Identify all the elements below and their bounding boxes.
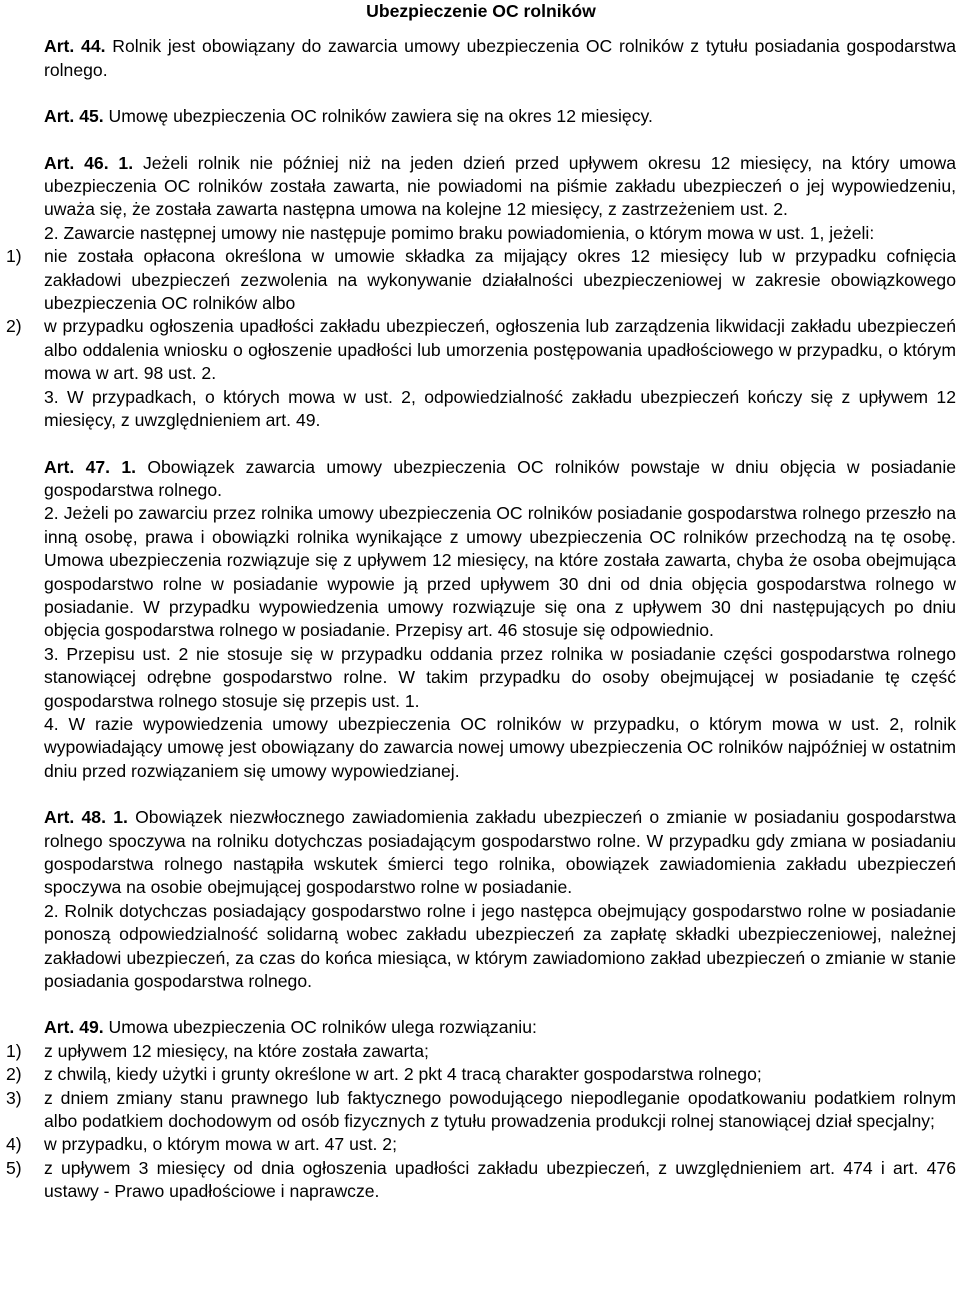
article-label: Art. 48. — [44, 807, 106, 828]
art-46-p1 — [6, 152, 956, 222]
item-number: 1) — [6, 1040, 22, 1061]
art-46-item — [6, 315, 956, 385]
item-number: 3) — [6, 1087, 22, 1108]
art-46-p3: 3. W przypadkach, o których mowa w ust. 2, odpowiedzialność zakładu ubezpieczeń kończy się z upływem 12 miesięcy, z uwzględnieniem art. 49. — [44, 386, 956, 431]
art-49-item — [6, 1063, 956, 1086]
item-number: 4) — [6, 1134, 22, 1155]
item-number: 1) — [6, 246, 22, 267]
item-text: z upływem 3 miesięcy od dnia ogłoszenia upadłości zakładu ubezpieczeń, z uwzględnieniem art. 474 i art. 476 ustawy - Prawo upadłościowe i naprawcze. — [44, 1157, 956, 1202]
art-46-p2: 2. Zawarcie następnej umowy nie następuje pomimo braku powiadomienia, o którym mowa w ust. 1, jeżeli: — [44, 222, 875, 243]
item-number: 5) — [6, 1157, 22, 1178]
item-number: 2) — [6, 1064, 22, 1085]
art-47-p2: 2. Jeżeli po zawarciu przez rolnika umowy ubezpieczenia OC rolników posiadanie gospodarstwa rolnego przeszło na inną osobę, prawa i obowiązki rolnika wynikające z umowy ubezpieczenia OC rolników przechodzą na tę osobę. Umowa ubezpieczenia rozwiązuje się z upływem 12 miesięcy, na które została zawarta, chyba że osoba obejmująca gospodarstwo rolne w posiadanie wypowie ją przed upływem 30 dni od dnia objęcia gospodarstwa rolnego w posiadanie. W przypadku wypowiedzenia umowy rozwiązuje się ona z upływem 30 dni następujących po dniu objęcia gospodarstwa rolnego w posiadanie. Przepisy art. 46 stosuje się odpowiednio. — [44, 503, 956, 641]
document-page — [6, 0, 956, 1204]
item-text: w przypadku, o którym mowa w art. 47 ust. 2; — [44, 1134, 397, 1155]
art-49-item — [6, 1040, 956, 1063]
article-text: Rolnik jest obowiązany do zawarcia umowy ubezpieczenia OC rolników z tytułu posiadania gospodarstwa rolnego. — [44, 36, 957, 80]
art-49-item — [6, 1133, 956, 1156]
paragraph-text: Jeżeli rolnik nie później niż na jeden dzień przed upływem okresu 12 miesięcy, na który umowa ubezpieczenia OC rolników została zawarta, nie powiadomi na piśmie zakładu ubezpieczeń o jej wypowiedzeniu, uważa się, że została zawarta następna umowa na kolejne 12 miesięcy, z zastrzeżeniem ust. 2. — [44, 152, 956, 220]
paragraph-number: 1. — [118, 152, 134, 173]
paragraph-text: Obowiązek zawarcia umowy ubezpieczenia OC rolników powstaje w dniu objęcia w posiadanie gospodarstwa rolnego. — [44, 456, 957, 500]
item-text: w przypadku ogłoszenia upadłości zakładu ubezpieczeń, ogłoszenia lub zarządzenia likwidacji zakładu ubezpieczeń albo oddalenia wniosku o ogłoszenie upadłości lub umorzenia postępowania upadłościowego w przypadku, o którym mowa w art. 98 ust. 2. — [44, 316, 956, 384]
art-44 — [6, 35, 956, 82]
item-text: z chwilą, kiedy użytki i grunty określone w art. 2 pkt 4 tracą charakter gospodarstwa rolnego; — [44, 1064, 762, 1085]
art-45 — [6, 105, 956, 128]
art-48-p1 — [6, 806, 956, 900]
article-label: Art. 44. — [44, 36, 106, 57]
item-text: nie została opłacona określona w umowie składka za mijający okres 12 miesięcy lub w przypadku cofnięcia zakładowi ubezpieczeń zezwolenia na wykonywanie działalności ubezpieczeniowej w zakresie obowiązkowego ubezpieczenia OC rolników albo — [44, 246, 956, 314]
paragraph-text: Obowiązek niezwłocznego zawiadomienia zakładu ubezpieczeń o zmianie w posiadaniu gospodarstwa rolnego spoczywa na rolniku dotychczas posiadającym gospodarstwo rolne. W przypadku gdy zmiana w posiadaniu gospodarstwa rolnego nastąpiła wskutek śmierci tego rolnika, obowiązek zawiadomienia zakładu ubezpieczeń spoczywa na osobie obejmującej gospodarstwo rolne w posiadanie. — [44, 807, 956, 898]
art-48-p2: 2. Rolnik dotychczas posiadający gospodarstwo rolne i jego następca obejmujący gospodarstwo rolne w posiadanie ponoszą odpowiedzialność solidarną wobec zakładu ubezpieczeń za zapłatę składki ubezpieczeniowej, należnej zakładowi ubezpieczeń, za czas do końca miesiąca, w którym zawiadomiono zakład ubezpieczeń o zmianie w stanie posiadania gospodarstwa rolnego. — [44, 900, 956, 992]
art-49-item — [6, 1087, 956, 1134]
paragraph-number: 1. — [113, 807, 128, 828]
art-47-p4: 4. W razie wypowiedzenia umowy ubezpieczenia OC rolników w przypadku, o którym mowa w ust. 2, rolnik wypowiadający umowę jest obowiązany do zawarcia nowej umowy ubezpieczenia OC rolników najpóźniej w ostatnim dniu przed rozwiązaniem się umowy wypowiedzianej. — [44, 713, 956, 781]
art-49-item — [6, 1157, 956, 1204]
art-49-intro — [6, 1016, 956, 1039]
art-47-p3: 3. Przepisu ust. 2 nie stosuje się w przypadku oddania przez rolnika w posiadanie części gospodarstwa rolnego stanowiącej odrębne gospodarstwo rolne. W takim przypadku do osoby obejmującej w posiadanie tę część gospodarstwa rolnego stosuje się przepis ust. 1. — [44, 643, 956, 711]
item-text: z dniem zmiany stanu prawnego lub faktycznego powodującego niepodleganie opodatkowaniu podatkiem rolnym albo podatkiem dochodowym od osób fizycznych z tytułu prowadzenia produkcji rolnej stanowiącej dział specjalny; — [44, 1087, 956, 1132]
art-47-p1 — [6, 456, 956, 503]
article-label: Art. 49. — [44, 1017, 104, 1038]
article-label: Art. 47. — [44, 456, 111, 477]
document-title: Ubezpieczenie OC rolników — [366, 1, 596, 21]
art-46-item — [6, 245, 956, 315]
item-text: z upływem 12 miesięcy, na które została zawarta; — [44, 1040, 429, 1061]
article-label: Art. 46. — [44, 152, 109, 173]
article-text: Umowę ubezpieczenia OC rolników zawiera się na okres 12 miesięcy. — [108, 106, 653, 127]
item-number: 2) — [6, 316, 22, 337]
article-text: Umowa ubezpieczenia OC rolników ulega rozwiązaniu: — [108, 1017, 537, 1038]
article-label: Art. 45. — [44, 106, 104, 127]
paragraph-number: 1. — [121, 456, 137, 477]
